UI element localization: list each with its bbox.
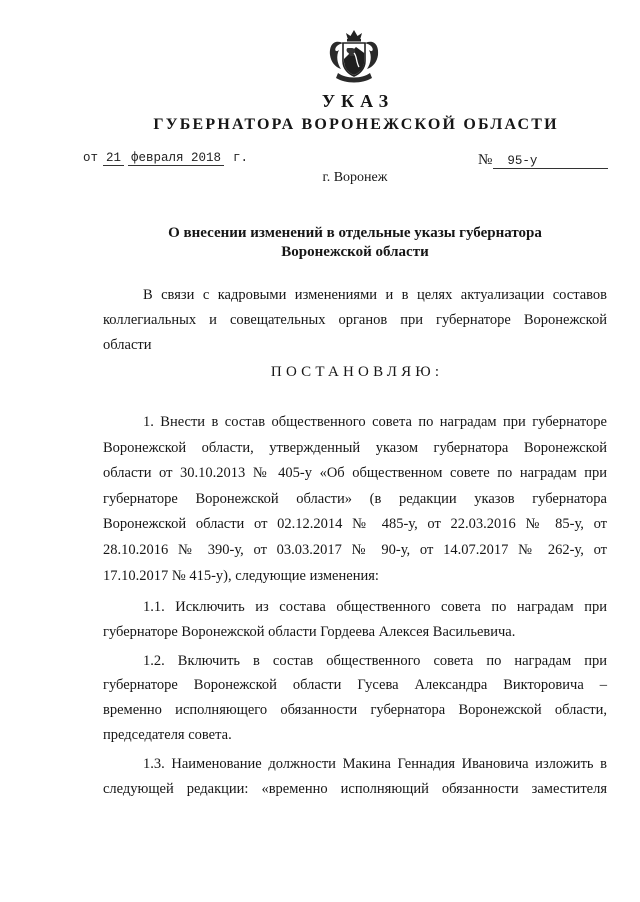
clause-line: следующей редакции: «временно исполняющий обязанности заместителя (103, 780, 607, 797)
decree-number (478, 151, 608, 169)
decree-date (83, 149, 248, 167)
clause-line: 28.10.2016 № 390-у, от 03.03.2017 № 90-у, от 14.07.2017 № 262-у, от (103, 541, 607, 558)
clause-line: Воронежской области от 02.12.2014 № 485-у, от 22.03.2016 № 85-у, от (103, 516, 607, 533)
clause-line: 1.1. Исключить из состава общественного совета по наградам при (143, 598, 607, 615)
clause-line: области от 30.10.2013 № 405-у «Об общественном совете по наградам при (103, 465, 607, 482)
clause-line: губернаторе Воронежской области Гордеева Алексея Васильевича. (103, 623, 516, 640)
number-value: 95-у (493, 154, 608, 169)
preamble-line: коллегиальных и совещательных органов при губернаторе Воронежской (103, 311, 607, 328)
clause-line: 1.3. Наименование должности Макина Геннадия Ивановича изложить в (143, 755, 607, 772)
preamble-line: В связи с кадровыми изменениями и в целях актуализации составов (143, 286, 607, 303)
clause-line: губернаторе Воронежской области Гусева Александра Викторовича – (103, 677, 607, 694)
decree-heading: УКАЗ (321, 91, 395, 111)
coat-of-arms-icon (326, 29, 382, 87)
date-day: 21 (103, 151, 124, 166)
clause-line: временно исполняющего обязанности губернатора Воронежской области, (103, 702, 607, 719)
resolution-word: ПОСТАНОВЛЯЮ: (270, 364, 444, 380)
decree-issuer: ГУБЕРНАТОРА ВОРОНЕЖСКОЙ ОБЛАСТИ (153, 116, 559, 133)
clause-line: Воронежской области, утвержденный указом губернатора Воронежской (103, 439, 607, 456)
clause-line: 1.2. Включить в состав общественного совета по наградам при (143, 652, 607, 669)
date-suffix: г. (233, 151, 249, 165)
clause-line: 1. Внести в состав общественного совета по наградам при губернаторе (143, 414, 607, 430)
clause-1 (103, 410, 607, 589)
title-line: О внесении изменений в отдельные указы губернатора (168, 225, 542, 241)
clause-line: 17.10.2017 № 415-у), следующие изменения: (103, 567, 379, 584)
clause-line: губернаторе Воронежской области» (в редакции указов губернатора (103, 490, 607, 507)
clause-1-3 (103, 752, 607, 802)
date-month-year: февраля 2018 (128, 151, 224, 166)
decree-title (103, 224, 607, 262)
title-line: Воронежской области (281, 244, 429, 260)
clause-line: председателя совета. (103, 726, 232, 743)
clause-1-1 (103, 595, 607, 645)
preamble-paragraph (103, 283, 607, 358)
number-sign: № (478, 152, 493, 168)
date-prefix: от (83, 151, 99, 165)
clause-1-2 (103, 649, 607, 748)
preamble-line: области (103, 336, 152, 353)
decree-place: г. Воронеж (322, 170, 388, 185)
